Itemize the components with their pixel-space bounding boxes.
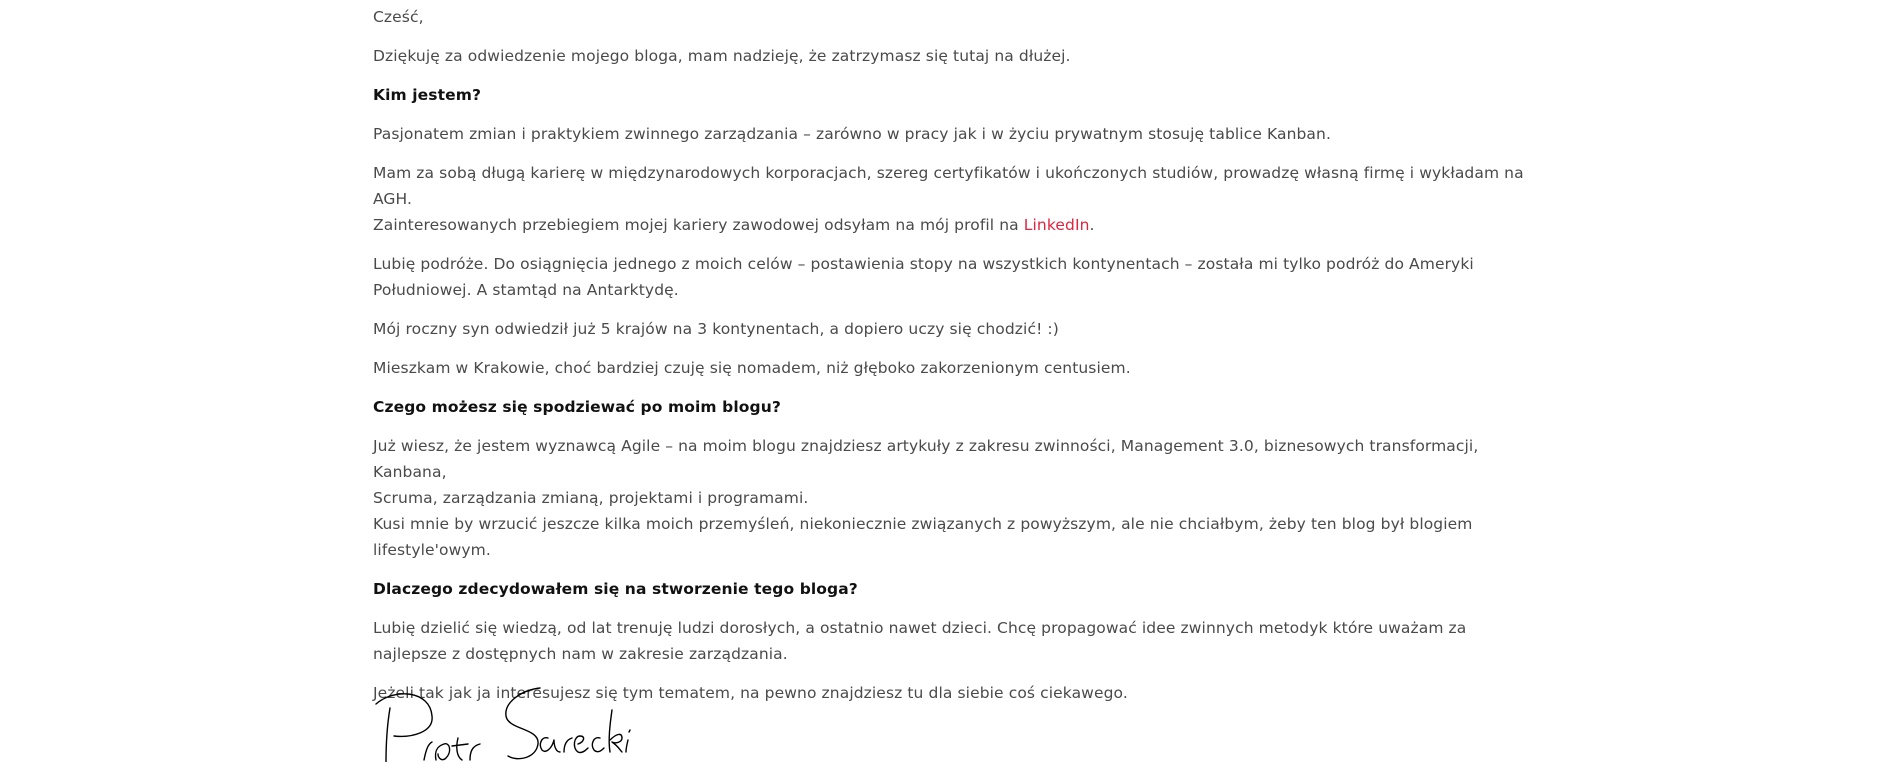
about-article	[373, 4, 1543, 719]
linkedin-link[interactable]: LinkedIn	[1023, 216, 1090, 234]
heading-what-to-expect: Czego możesz się spodziewać po moim blogu?	[373, 398, 781, 416]
who-paragraph-5: Mieszkam w Krakowie, choć bardziej czuję się nomadem, niż głęboko zakorzenionym centusiem.	[373, 359, 1131, 377]
who-paragraph-3: Lubię podróże. Do osiągnięcia jednego z moich celów – postawienia stopy na wszystkich kontynentach – została mi tylko podróż do Ameryki Południowej. A stamtąd na Antarktydę.	[373, 255, 1474, 299]
why-paragraph-1: Lubię dzielić się wiedzą, od lat trenuję ludzi dorosłych, a ostatnio nawet dzieci. Chcę propagować idee zwinnych metodyk które uważam za najlepsze z dostępnych nam w zakresie zarządzania.	[373, 619, 1467, 663]
expect-paragraph	[373, 433, 1543, 563]
why-paragraph-2: Jeżeli tak jak ja interesujesz się tym tematem, na pewno znajdziesz tu dla siebie coś ciekawego.	[373, 684, 1128, 702]
who-paragraph-2-line-2: Zainteresowanych przebiegiem mojej kariery zawodowej odsyłam na mój profil na	[373, 216, 1024, 234]
who-paragraph-1: Pasjonatem zmian i praktykiem zwinnego zarządzania – zarówno w pracy jak i w życiu prywatnym stosuję tablice Kanban.	[373, 125, 1331, 143]
heading-why-blog: Dlaczego zdecydowałem się na stworzenie tego bloga?	[373, 580, 858, 598]
signature-image	[372, 680, 632, 762]
who-paragraph-2-line-1: Mam za sobą długą karierę w międzynarodowych korporacjach, szereg certyfikatów i ukończonych studiów, prowadzę własną firmę i wykładam na AGH.	[373, 164, 1524, 208]
expect-line-1: Już wiesz, że jestem wyznawcą Agile – na moim blogu znajdziesz artykuły z zakresu zwinności, Management 3.0, biznesowych transformacji, Kanbana,	[373, 437, 1479, 481]
intro-paragraph: Dziękuję za odwiedzenie mojego bloga, mam nadzieję, że zatrzymasz się tutaj na dłużej.	[373, 47, 1071, 65]
heading-who-am-i: Kim jestem?	[373, 86, 482, 104]
who-paragraph-4: Mój roczny syn odwiedził już 5 krajów na 3 kontynentach, a dopiero uczy się chodzić! :)	[373, 320, 1059, 338]
expect-line-2: Scruma, zarządzania zmianą, projektami i programami.	[373, 489, 809, 507]
greeting-text: Cześć,	[373, 8, 424, 26]
who-paragraph-2	[373, 160, 1543, 238]
expect-line-3: Kusi mnie by wrzucić jeszcze kilka moich przemyśleń, niekoniecznie związanych z powyższym, ale nie chciałbym, żeby ten blog był blogiem lifestyle'owym.	[373, 515, 1473, 559]
who-paragraph-2-suffix: .	[1089, 216, 1095, 234]
